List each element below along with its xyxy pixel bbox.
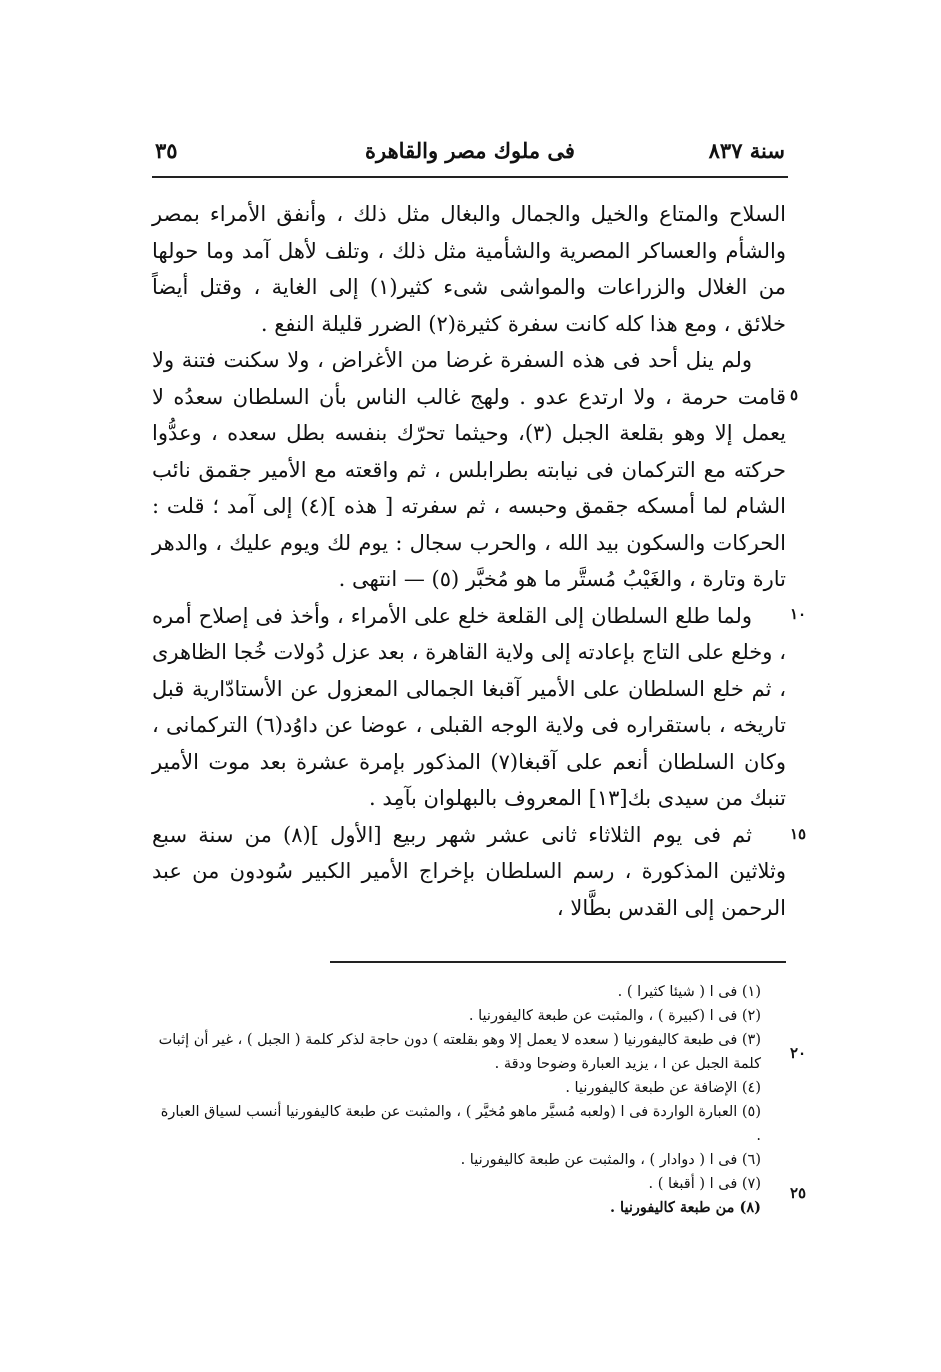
footnote: (٨) من طبعة كاليفورنيا . bbox=[609, 1199, 761, 1216]
footnote-rule bbox=[330, 961, 786, 963]
page-header bbox=[155, 138, 785, 174]
paragraph: ولما طلع السلطان إلى القلعة خلع على الأمراء ، وأخذ فى إصلاح أمره ، وخلع على التاج بإعادته إلى ولاية القاهرة ، بعد عزل دُولات خُجا الظاهرى ، ثم خلع السلطان على الأمير آقبغا الجمالى المعزول عن الأستادّارية قبل تاريخه ، باستقراره فى ولاية الوجه القبلى ، عوضا عن داوُد(٦) التركمانى ، وكان السلطان أنعم على آقبغا(٧) المذكور بإمرة عشرة بعد موت الأمير تنبك من سيدى بك[١٣] المعروف بالبهلوان بآمِد . bbox=[152, 603, 786, 810]
paragraph: السلاح والمتاع والخيل والجمال والبغال مثل ذلك ، وأنفق الأمراء بمصر والشأم والعساكر المصرية والشأمية مثل ذلك ، وتلف لأهل آمد وما حولها من الغلال والزراعات والمواشى شىء كثير(١) إلى الغاية ، وقتل أيضاً خلائق ، ومع هذا كله كانت سفرة كثيرة(٢) الضرر قليلة النفع . bbox=[152, 202, 786, 336]
paragraph: ثم فى يوم الثلاثاء ثانى عشر شهر ربيع [الأول ](٨) من سنة سبع وثلاثين المذكورة ، رسم السلطان بإخراج الأمير الكبير سُودون من عبد الرحمن إلى القدس بطَّالا ، bbox=[152, 822, 786, 920]
footnotes bbox=[155, 980, 761, 1220]
footnote: (٣) فى طبعة كاليفورنيا ( سعده لا يعمل إلا وهو بقلعته ) دون حاجة لذكر كلمة ( الجبل ) ، غير أن إثبات كلمة الجبل عن ا ، يزيد العبارة وضوحا ودقة . bbox=[158, 1032, 761, 1072]
line-number: ١٥ bbox=[790, 825, 807, 843]
footnote: (٥) العبارة الواردة فى ا (ولعبه مُسيَّر ماهو مُخيَّر ) ، والمثبت عن طبعة كاليفورنيا أنسب لسياق العبارة . bbox=[160, 1104, 761, 1144]
line-number: ٥ bbox=[790, 386, 799, 404]
header-title: فى ملوك مصر والقاهرة bbox=[365, 138, 575, 163]
footnote: (٦) فى ا ( دوادار ) ، والمثبت عن طبعة كاليفورنيا . bbox=[460, 1152, 761, 1168]
main-text bbox=[152, 196, 786, 926]
line-number: ٢٠ bbox=[790, 1044, 807, 1062]
footnote: (١) فى ا ( شيئا كثيرا ) . bbox=[617, 984, 761, 1000]
line-number: ٢٥ bbox=[790, 1184, 807, 1202]
header-rule bbox=[152, 176, 788, 178]
footnote: (٢) فى ا (كبيرة ) ، والمثبت عن طبعة كاليفورنيا . bbox=[468, 1008, 761, 1024]
footnote: (٧) فى ا ( أقبغا ) . bbox=[648, 1176, 761, 1192]
paragraph: ولم ينل أحد فى هذه السفرة غرضا من الأغراض ، ولا سكنت فتنة ولا قامت حرمة ، ولا ارتدع عدو . ولهج غالب الناس بأن السلطان سعدُه لا يعمل إلا وهو بقلعة الجبل (٣)، وحيثما تحرّك بنفسه بطل سعده ، وعدُّوا حركته مع التركمان فى نيابته بطرابلس ، ثم واقعته مع الأمير جقمق نائب الشام لما أمسكه جقمق وحبسه ، ثم سفرته [ هذه ](٤) إلى آمد ؛ قلت : الحركات والسكون بيد الله ، والحرب سجال : يوم لك ويوم عليك ، والدهر تارة وتارة ، والغَيْبُ مُستَّر ما هو مُخبَّر (٥) — انتهى . bbox=[152, 348, 786, 591]
header-year: سنة ٨٣٧ bbox=[708, 138, 785, 163]
footnote: (٤) الإضافة عن طبعة كاليفورنيا . bbox=[565, 1080, 761, 1096]
page-number: ٣٥ bbox=[155, 138, 178, 163]
line-number: ١٠ bbox=[790, 605, 807, 623]
